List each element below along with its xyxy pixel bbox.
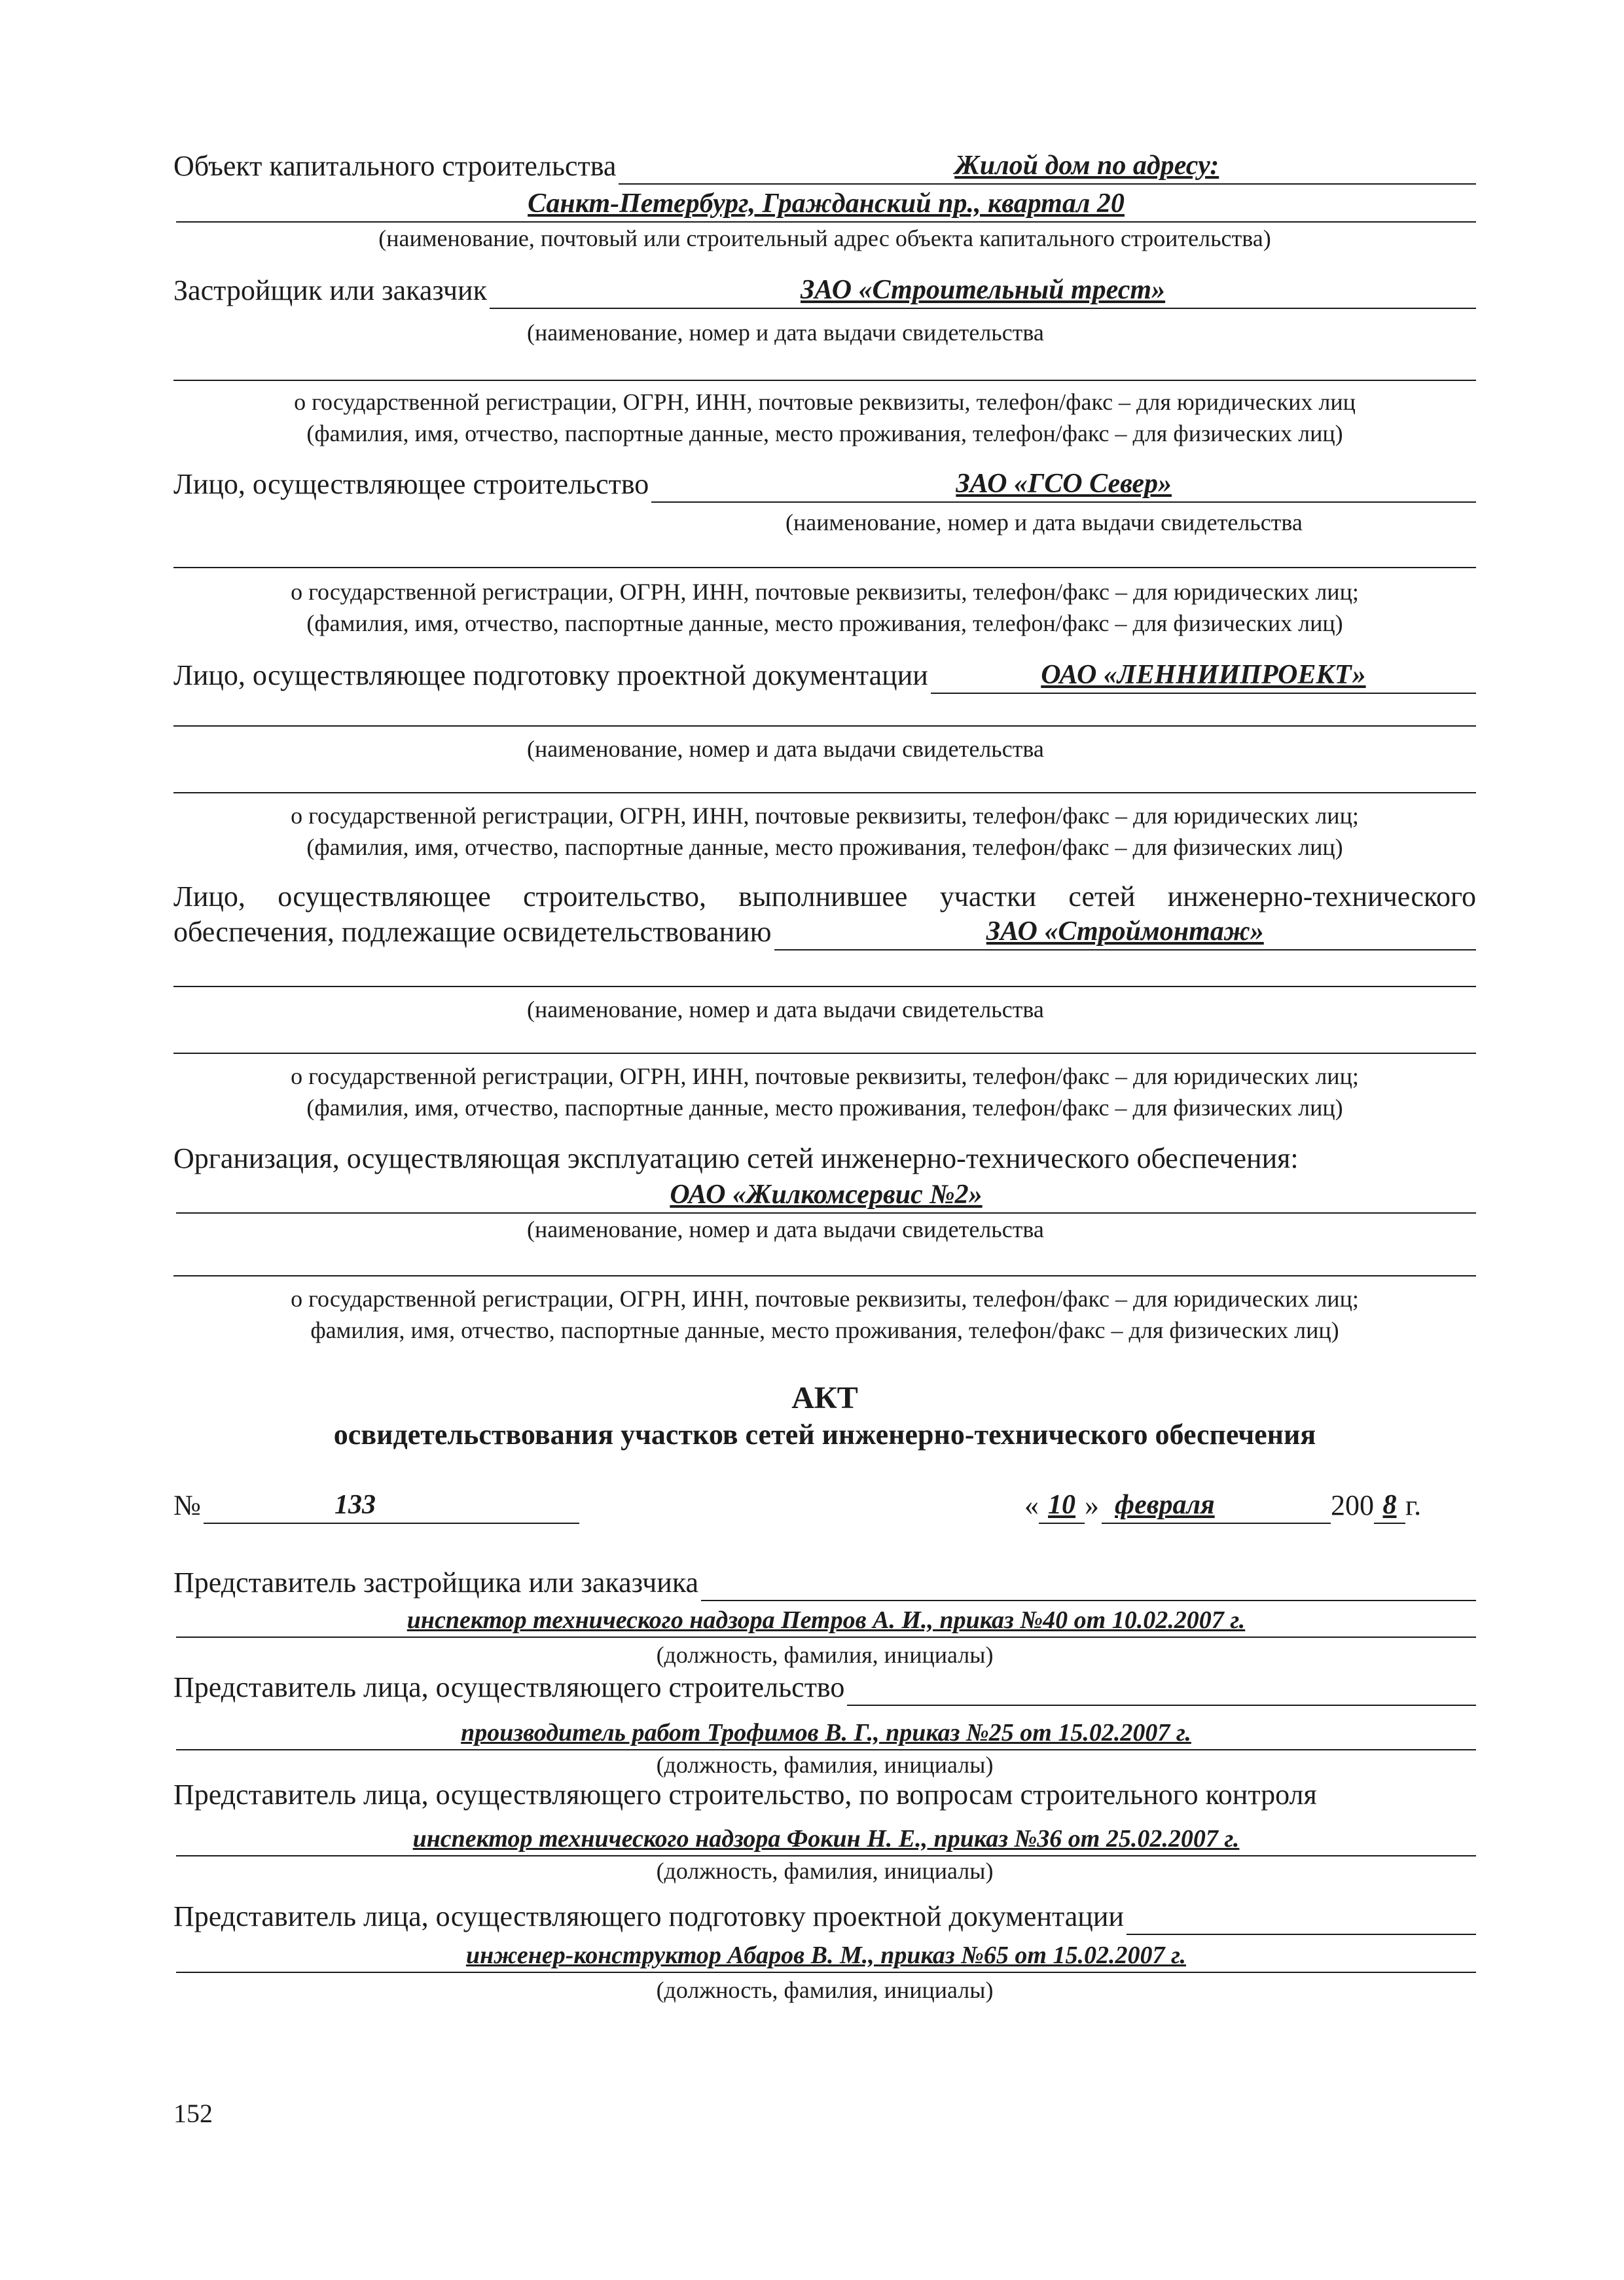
developer-hint-3: (фамилия, имя, отчество, паспортные данные, место проживания, телефон/факс – для физических лиц) (306, 420, 1343, 446)
object-hint: (наименование, почтовый или строительный адрес объекта капитального строительства) (378, 225, 1271, 251)
rep3-value: инспектор технического надзора Фокин Н. Е., приказ №36 от 25.02.2007 г. (176, 1826, 1476, 1856)
rep2-value: производитель работ Трофимов В. Г., приказ №25 от 15.02.2007 г. (176, 1720, 1476, 1750)
date-day: 10 (1039, 1491, 1085, 1524)
designer-row (173, 661, 1476, 694)
networks-hint-3: (фамилия, имя, отчество, паспортные данные, место проживания, телефон/факс – для физических лиц) (306, 1095, 1343, 1121)
operator-row (173, 1181, 1476, 1214)
rep2-blank (847, 1694, 1476, 1706)
rep4-value: инженер-конструктор Абаров В. М., приказ №65 от 15.02.2007 г. (176, 1943, 1476, 1973)
designer-value: ОАО «ЛЕННИИПРОЕКТ» (931, 661, 1476, 694)
rep4-label: Представитель лица, осуществляющего подготовку проектной документации (173, 1900, 1124, 1932)
rep1-blank (701, 1589, 1476, 1601)
networks-label-line2: обеспечения, подлежащие освидетельствованию (173, 916, 772, 948)
networks-value: ЗАО «Строймонтаж» (774, 918, 1476, 950)
builder-hint-2: о государственной регистрации, ОГРН, ИНН, почтовые реквизиты, телефон/факс – для юридических лиц; (291, 579, 1359, 605)
form-page (173, 0, 1476, 2280)
date-month: февраля (1102, 1491, 1331, 1524)
object-row (173, 152, 1476, 185)
rep4-value-row (173, 1943, 1476, 1973)
builder-value: ЗАО «ГСО Север» (651, 470, 1476, 503)
rep2-label: Представитель лица, осуществляющего строительство (173, 1671, 845, 1703)
act-date-row (1024, 1491, 1476, 1524)
rep1-value-row (173, 1608, 1476, 1638)
rep3-value-row (173, 1826, 1476, 1856)
operator-hint-2: о государственной регистрации, ОГРН, ИНН, почтовые реквизиты, телефон/факс – для юридических лиц; (291, 1286, 1359, 1312)
networks-label-line1: Лицо, осуществляющее строительство, выполнившее участки сетей инженерно-технического (173, 880, 1476, 913)
rep1-label: Представитель застройщика или заказчика (173, 1566, 699, 1599)
developer-row (173, 276, 1476, 309)
object-row-2 (173, 190, 1476, 223)
rep4-blank (1127, 1923, 1476, 1935)
act-number-value: 133 (204, 1491, 579, 1524)
designer-blank-line-2 (173, 792, 1476, 793)
rep4-hint: (должность, фамилия, инициалы) (656, 1977, 994, 2003)
operator-hint-3: фамилия, имя, отчество, паспортные данные, место проживания, телефон/факс – для физических лиц) (310, 1317, 1339, 1343)
developer-blank-line (173, 380, 1476, 381)
builder-hint-1: (наименование, номер и дата выдачи свидетельства (785, 509, 1303, 535)
date-open-quote: « (1024, 1489, 1039, 1521)
date-year-digit: 8 (1374, 1491, 1405, 1524)
page-number: 152 (173, 2099, 213, 2128)
networks-blank-line-1 (173, 986, 1476, 987)
date-close-quote: » (1085, 1489, 1099, 1521)
act-title: АКТ (791, 1381, 858, 1415)
operator-value: ОАО «Жилкомсервис №2» (176, 1181, 1476, 1214)
networks-hint-1: (наименование, номер и дата выдачи свидетельства (527, 996, 1044, 1022)
builder-label: Лицо, осуществляющее строительство (173, 468, 649, 500)
rep2-value-row (173, 1720, 1476, 1750)
developer-label: Застройщик или заказчик (173, 274, 487, 306)
developer-hint-2: о государственной регистрации, ОГРН, ИНН, почтовые реквизиты, телефон/факс – для юридических лиц (294, 389, 1356, 415)
rep2-hint: (должность, фамилия, инициалы) (656, 1752, 994, 1778)
networks-blank-line-2 (173, 1053, 1476, 1054)
designer-hint-1: (наименование, номер и дата выдачи свидетельства (527, 736, 1044, 762)
builder-blank-line (173, 567, 1476, 568)
networks-row (173, 918, 1476, 950)
designer-label: Лицо, осуществляющее подготовку проектной документации (173, 659, 928, 691)
rep1-row (173, 1568, 1476, 1601)
operator-blank-line (173, 1275, 1476, 1276)
date-year-suffix: г. (1405, 1489, 1422, 1521)
designer-blank-line-1 (173, 725, 1476, 727)
object-value-line1: Жилой дом по адресу: (619, 152, 1476, 185)
rep2-row (173, 1673, 1476, 1706)
networks-hint-2: о государственной регистрации, ОГРН, ИНН, почтовые реквизиты, телефон/факс – для юридических лиц; (291, 1063, 1359, 1089)
act-number-row (173, 1491, 579, 1524)
operator-label: Организация, осуществляющая эксплуатацию сетей инженерно-технического обеспечения: (173, 1142, 1299, 1174)
rep3-label: Представитель лица, осуществляющего строительство, по вопросам строительного контроля (173, 1779, 1317, 1811)
developer-value: ЗАО «Строительный трест» (490, 276, 1476, 309)
operator-hint-1: (наименование, номер и дата выдачи свидетельства (527, 1216, 1044, 1242)
builder-row (173, 470, 1476, 503)
developer-hint-1: (наименование, номер и дата выдачи свидетельства (527, 319, 1044, 346)
builder-hint-3: (фамилия, имя, отчество, паспортные данные, место проживания, телефон/факс – для физических лиц) (306, 610, 1343, 636)
act-number-label: № (173, 1489, 201, 1521)
date-year-prefix: 200 (1331, 1489, 1374, 1521)
rep4-row (173, 1902, 1476, 1935)
designer-hint-3: (фамилия, имя, отчество, паспортные данные, место проживания, телефон/факс – для физических лиц) (306, 834, 1343, 860)
act-subtitle: освидетельствования участков сетей инженерно-технического обеспечения (333, 1419, 1316, 1451)
object-value-line2: Санкт-Петербург, Гражданский пр., квартал 20 (176, 190, 1476, 223)
rep3-hint: (должность, фамилия, инициалы) (656, 1858, 994, 1884)
designer-hint-2: о государственной регистрации, ОГРН, ИНН, почтовые реквизиты, телефон/факс – для юридических лиц; (291, 803, 1359, 829)
rep1-value: инспектор технического надзора Петров А. И., приказ №40 от 10.02.2007 г. (176, 1608, 1476, 1638)
rep1-hint: (должность, фамилия, инициалы) (656, 1642, 994, 1668)
object-label: Объект капитального строительства (173, 150, 617, 182)
